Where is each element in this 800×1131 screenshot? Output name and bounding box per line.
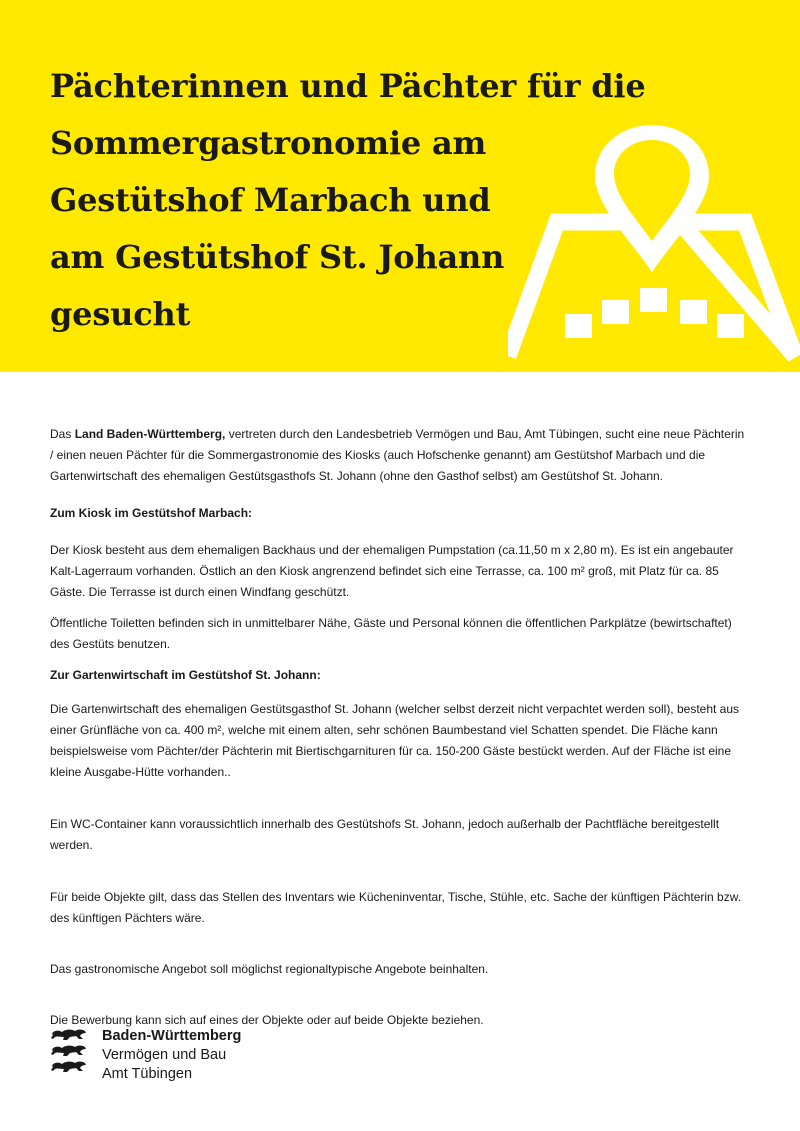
offer-paragraph: Das gastronomische Angebot soll möglichst regionaltypische Angebote beinhalten.	[50, 962, 489, 976]
garden-paragraph-2: Ein WC-Container kann voraussichtlich innerhalb des Gestütshofs St. Johann, jedoch außerhalb der Pachtfläche bereitgestellt werden.	[50, 817, 720, 852]
lion-icon	[50, 1043, 88, 1057]
header-banner	[0, 0, 800, 372]
intro-paragraph	[50, 424, 750, 487]
kiosk-paragraph-1: Der Kiosk besteht aus dem ehemaligen Backhaus und der ehemaligen Pumpstation (ca.11,50 m x 2,80 m). Es ist ein angebauter Kalt-Lagerraum vorhanden. Östlich an den Kiosk angrenzend befindet sich eine Terrasse, ca. 100 m² groß, mit Platz für ca. 85 Gäste. Die Terrasse ist durch einen Windfang geschützt.	[50, 543, 734, 599]
three-lions-coat-of-arms-icon	[50, 1027, 88, 1075]
organization-name	[102, 1027, 241, 1084]
lion-icon	[50, 1059, 88, 1073]
intro-bold: Land Baden-Württemberg,	[74, 427, 226, 441]
application-paragraph: Die Bewerbung kann sich auf eines der Objekte oder auf beide Objekte beziehen.	[50, 1013, 484, 1027]
lion-icon	[50, 1027, 88, 1041]
intro-prefix: Das	[50, 427, 75, 441]
body-content	[50, 424, 750, 1031]
org-line-2: Vermögen und Bau	[102, 1047, 227, 1063]
title-line-3: Gestütshof Marbach und	[50, 181, 491, 219]
org-line-1: Baden-Württemberg	[102, 1028, 242, 1044]
garden-paragraph-1: Die Gartenwirtschaft des ehemaligen Gestütsgasthof St. Johann (welcher selbst derzeit nicht verpachtet werden soll), besteht aus einer Grünfläche von ca. 400 m², welche mit einem alten, sehr schönen Baumbestand viel Schatten spendet. Die Fläche kann beispielsweise vom Pächter/der Pächterin mit Biertischgarnituren für ca. 150-200 Gäste bestückt werden. Auf der Fläche ist eine kleine Ausgabe-Hütte vorhanden..	[50, 702, 740, 779]
map-location-pin-icon	[508, 120, 800, 372]
title-line-1: Pächterinnen und Pächter für die	[50, 67, 646, 105]
both-objects-paragraph: Für beide Objekte gilt, dass das Stellen des Inventars wie Kücheninventar, Tische, Stühle, etc. Sache der künftigen Pächterin bzw. des künftigen Pächters wäre.	[50, 890, 742, 925]
garden-heading: Zur Gartenwirtschaft im Gestütshof St. Johann:	[50, 668, 321, 682]
intro-text: vertreten durch den Landesbetrieb Vermögen und Bau, Amt Tübingen, sucht eine neue Pächterin / einen neuen Pächter für die Sommergastronomie des Kiosks (auch Hofschenke genannt) am Gestütshof Marbach und die Gartenwirtschaft des ehemaligen Gestütsgasthofs St. Johann (ohne den Gasthof selbst) am Gestütshof St. Johann.	[50, 427, 745, 483]
title-line-4: am Gestütshof St. Johann	[50, 238, 505, 276]
kiosk-paragraph-2: Öffentliche Toiletten befinden sich in unmittelbarer Nähe, Gäste und Personal können die öffentlichen Parkplätze (bewirtschaftet) des Gestüts benutzen.	[50, 616, 732, 651]
title-line-5: gesucht	[50, 295, 191, 333]
kiosk-heading: Zum Kiosk im Gestütshof Marbach:	[50, 506, 253, 520]
org-line-3: Amt Tübingen	[102, 1066, 193, 1082]
title-line-2: Sommergastronomie am	[50, 124, 487, 162]
